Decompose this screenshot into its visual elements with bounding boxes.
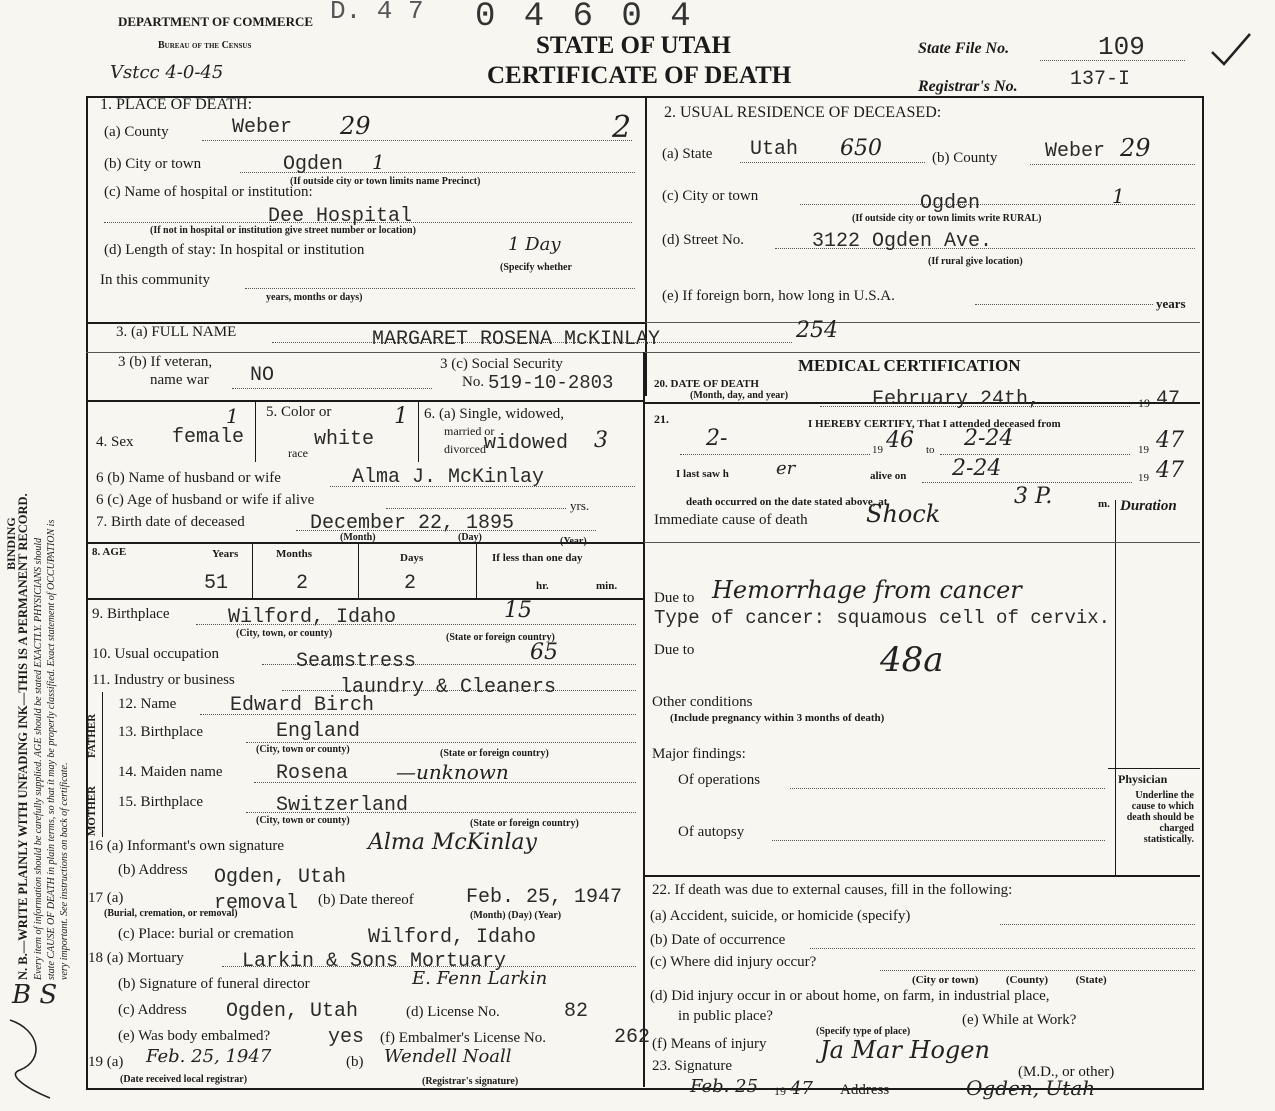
disposition-date-note: (Month) (Day) (Year): [470, 910, 562, 921]
birthplace-label: 9. Birthplace: [92, 606, 170, 622]
funeral-director-label: (b) Signature of funeral director: [118, 976, 310, 992]
certifier-address-value: Ogden, Utah: [966, 1076, 1096, 1100]
stamp-number: 0 4 6 0 4: [475, 0, 695, 36]
external-causes-heading: 22. If death was due to external causes, fill in the following:: [652, 882, 1013, 898]
due-to-2-label: Due to: [654, 642, 695, 658]
other-conditions-label: Other conditions: [652, 694, 753, 710]
registrar-signature-note: (Registrar's signature): [422, 1076, 519, 1087]
certifier-year: 47: [790, 1078, 813, 1099]
color-code: 1: [394, 404, 408, 429]
registrar-date-value: Feb. 25, 1947: [146, 1046, 272, 1067]
certify-text: I HEREBY CERTIFY, That I attended deceased from: [808, 418, 1061, 430]
informant-address-label: (b) Address: [118, 862, 188, 878]
other-conditions-note: (Include pregnancy within 3 months of death): [670, 712, 885, 724]
mother-birthplace-label: 15. Birthplace: [118, 794, 203, 810]
informant-signature: Alma McKinlay: [368, 830, 537, 855]
certifier-year-prefix: 19: [774, 1084, 786, 1098]
dod-year-prefix: 19: [1138, 396, 1150, 410]
last-saw-value: er: [776, 458, 796, 479]
burial-place-value: Wilford, Idaho: [368, 926, 537, 949]
birth-month-note: (Month): [340, 532, 376, 543]
due-to-1-value: Hemorrhage from cancer: [712, 576, 1022, 604]
external-e-label: (e) While at Work?: [962, 1012, 1077, 1028]
color-value: white: [314, 428, 375, 451]
father-birthplace-label: 13. Birthplace: [118, 724, 203, 740]
certifier-signature: Ja Mar Hogen: [820, 1036, 990, 1064]
funeral-director-signature: E. Fenn Larkin: [412, 968, 548, 989]
veteran-label-2: name war: [150, 372, 209, 388]
certify-number: 21.: [654, 412, 669, 426]
father-birthplace-note-1: (City, town or county): [256, 744, 350, 755]
residence-county-value: Weber: [1045, 140, 1106, 163]
father-birthplace-note-2: (State or foreign country): [440, 748, 549, 759]
veteran-label: 3 (b) If veteran,: [118, 354, 213, 370]
sex-value: female: [172, 426, 245, 449]
ssn-value: 519-10-2803: [488, 372, 614, 394]
to-year-prefix: 19: [1138, 444, 1149, 456]
foreign-born-label: (e) If foreign born, how long in U.S.A.: [662, 288, 895, 304]
handwritten-code: Vstcc 4-0-45: [110, 62, 224, 83]
mortuary-address-value: Ogden, Utah: [226, 1000, 359, 1023]
embalmed-value: yes: [328, 1026, 365, 1049]
external-c-label: (c) Where did injury occur?: [650, 954, 817, 970]
ssn-label: 3 (c) Social Security: [440, 356, 563, 372]
color-label-2: race: [288, 446, 308, 460]
sidebar-line-1: N. B.—WRITE PLAINLY WITH UNFADING INK—THIS IS A PERMANENT RECORD.: [16, 493, 30, 980]
duration-label: Duration: [1120, 498, 1177, 514]
occurred-label: death occurred on the date stated above, at: [686, 496, 888, 508]
death-county-mark: 2: [612, 110, 632, 145]
certifier-md-label: (M.D., or other): [1018, 1064, 1115, 1080]
occupation-label: 10. Usual occupation: [92, 646, 220, 662]
industry-value: laundry & Cleaners: [340, 676, 557, 699]
burial-label: 17 (a): [88, 890, 124, 906]
hospital-note: (If not in hospital or institution give street number or location): [150, 225, 416, 236]
residence-heading: 2. USUAL RESIDENCE OF DECEASED:: [664, 104, 942, 121]
father-name-value: Edward Birch: [230, 694, 375, 717]
full-name-value: MARGARET ROSENA McKINLAY: [372, 328, 661, 351]
father-birthplace-value: England: [276, 720, 361, 743]
document-title: CERTIFICATE OF DEATH: [487, 62, 792, 89]
external-b-label: (b) Date of occurrence: [650, 932, 786, 948]
community-label: In this community: [100, 272, 210, 288]
place-of-death-heading: 1. PLACE OF DEATH:: [100, 96, 253, 113]
disposition-date-label: (b) Date thereof: [318, 892, 414, 908]
external-d-note: (Specify type of place): [816, 1026, 911, 1037]
burial-note: (Burial, cremation, or removal): [104, 908, 238, 919]
physician-note: Underline the cause to which death should be charged statistically.: [1126, 790, 1194, 845]
sidebar-binding: BINDING: [4, 517, 18, 570]
full-name-code: 254: [796, 318, 838, 343]
sidebar-instructions: [0, 100, 70, 980]
sex-label: 4. Sex: [96, 434, 134, 450]
alive-value: 2-24: [952, 456, 1002, 481]
dod-value: February 24th,: [872, 388, 1041, 411]
occurred-value: 3 P.: [1014, 484, 1053, 509]
embalmer-license-label: (f) Embalmer's License No.: [380, 1030, 546, 1046]
hospital-label: (c) Name of hospital or institution:: [104, 184, 313, 200]
state-file-label: State File No.: [918, 40, 1010, 57]
registrar-number-label: Registrar's No.: [918, 78, 1018, 95]
age-heading: 8. AGE: [92, 546, 127, 558]
birthplace-code: 15: [504, 598, 532, 623]
veteran-value: NO: [250, 364, 275, 387]
sidebar-line-2: Every item of information should be carefully supplied. AGE should be stated EXACTLY. PHYSICIANS should: [33, 537, 44, 980]
burial-place-label: (c) Place: burial or cremation: [118, 926, 294, 942]
birth-date-label: 7. Birth date of deceased: [96, 514, 245, 530]
to-label: to: [926, 444, 935, 456]
birthplace-note-2: (State or foreign country): [446, 632, 555, 643]
occupation-value: Seamstress: [296, 650, 417, 673]
stay-value: 1 Day: [508, 234, 561, 255]
embalmed-label: (e) Was body embalmed?: [118, 1028, 271, 1044]
street-label: (d) Street No.: [662, 232, 745, 248]
age-days-value: 2: [404, 572, 417, 595]
registrar-b-label: (b): [346, 1054, 364, 1070]
age-less-label: If less than one day: [492, 552, 583, 564]
registrar-date-note: (Date received local registrar): [120, 1074, 248, 1085]
residence-state-value: Utah: [750, 138, 799, 161]
document-state-title: STATE OF UTAH: [536, 32, 731, 59]
autopsy-label: Of autopsy: [678, 824, 745, 840]
mortuary-value: Larkin & Sons Mortuary: [242, 950, 507, 973]
age-years-label: Years: [212, 548, 239, 560]
marital-label-3: divorced: [444, 442, 486, 456]
marital-label: 6. (a) Single, widowed,: [424, 406, 564, 422]
burial-value: removal: [214, 892, 299, 915]
mother-tag: MOTHER: [86, 785, 98, 836]
alive-year-prefix: 19: [1138, 472, 1149, 484]
street-note: (If rural give location): [928, 256, 1023, 267]
sex-code: 1: [226, 404, 239, 428]
check-mark-icon: [1208, 30, 1254, 70]
industry-label: 11. Industry or business: [92, 672, 235, 688]
dod-label: 20. DATE OF DEATH: [654, 378, 759, 390]
license-value: 82: [564, 1000, 589, 1023]
residence-state-label: (a) State: [662, 146, 713, 162]
spouse-value: Alma J. McKinlay: [352, 466, 545, 489]
age-days-label: Days: [400, 552, 424, 564]
margin-note: B S: [12, 980, 58, 1010]
death-county-label: (a) County: [104, 124, 169, 140]
stay-label: (d) Length of stay: In hospital or institution: [104, 242, 365, 258]
cancer-type: Type of cancer: squamous cell of cervix.: [654, 607, 1111, 629]
mortuary-address-label: (c) Address: [118, 1002, 187, 1018]
mother-name-label: 14. Maiden name: [118, 764, 223, 780]
birthplace-note-1: (City, town, or county): [236, 628, 333, 639]
residence-county-label: (b) County: [932, 150, 998, 166]
due-to-2-value: 48a: [880, 640, 944, 680]
certifier-address-label: Address: [840, 1082, 890, 1098]
birth-year-note: (Year): [560, 536, 587, 547]
mortuary-label: 18 (a) Mortuary: [88, 950, 184, 966]
sidebar-line-3: state CAUSE OF DEATH in plain terms, so that it may be properly classified. Exact statement of OCCUPATION is: [46, 519, 57, 980]
age-min-label: min.: [596, 580, 618, 592]
informant-label: 16 (a) Informant's own signature: [88, 838, 284, 854]
full-name-label: 3. (a) FULL NAME: [116, 324, 237, 340]
mother-birthplace-note-2: (State or foreign country): [470, 818, 579, 829]
street-value: 3122 Ogden Ave.: [812, 230, 993, 253]
spouse-label: 6 (b) Name of husband or wife: [96, 470, 281, 486]
community-note: years, months or days): [266, 292, 363, 303]
immediate-cause-label: Immediate cause of death: [654, 512, 808, 528]
from-year-prefix: 19: [872, 444, 883, 456]
attended-from: 2-: [706, 426, 728, 451]
color-label: 5. Color or: [266, 404, 332, 420]
mother-birthplace-note-1: (City, town or county): [256, 815, 350, 826]
foreign-born-unit: years: [1156, 296, 1186, 311]
license-label: (d) License No.: [406, 1004, 500, 1020]
residence-state-code: 650: [840, 136, 882, 161]
age-months-label: Months: [276, 548, 313, 560]
to-year: 47: [1156, 428, 1184, 453]
dod-year: 47: [1156, 388, 1181, 411]
residence-city-label: (c) City or town: [662, 188, 759, 204]
registrar-row-label: 19 (a): [88, 1054, 124, 1070]
father-tag: FATHER: [86, 713, 98, 758]
certifier-date: Feb. 25: [690, 1076, 759, 1097]
stamp-prefix: D. 4 7: [330, 0, 424, 26]
department-label: DEPARTMENT OF COMMERCE: [118, 14, 314, 29]
m-label: m.: [1098, 498, 1110, 510]
immediate-cause-value: Shock: [866, 500, 941, 528]
dod-note: (Month, day, and year): [690, 390, 789, 401]
mother-birthplace-value: Switzerland: [276, 794, 409, 817]
external-d-label: (d) Did injury occur in or about home, on farm, in industrial place,: [650, 988, 1050, 1004]
age-years-value: 51: [204, 572, 229, 595]
embalmer-license-value: 262: [614, 1026, 651, 1049]
state-file-value: 109: [1098, 32, 1145, 62]
birthplace-value: Wilford, Idaho: [228, 606, 397, 629]
registrar-signature: Wendell Noall: [384, 1046, 512, 1067]
ssn-label-2: No.: [462, 374, 485, 390]
death-city-note: (If outside city or town limits name Precinct): [290, 176, 481, 187]
external-f-label: (f) Means of injury: [652, 1036, 767, 1052]
medical-heading: MEDICAL CERTIFICATION: [798, 356, 1021, 375]
certifier-signature-label: 23. Signature: [652, 1058, 732, 1074]
mother-name-value: Rosena: [276, 762, 349, 785]
marital-label-2: married or: [444, 424, 495, 438]
birth-date-value: December 22, 1895: [310, 512, 515, 535]
from-year: 46: [886, 428, 914, 453]
spouse-age-label: 6 (c) Age of husband or wife if alive: [96, 492, 315, 508]
age-months-value: 2: [296, 572, 309, 595]
death-city-value: Ogden: [283, 153, 344, 176]
alive-label: alive on: [870, 470, 907, 482]
residence-city-value: Ogden: [920, 192, 981, 215]
sidebar-line-4: very important. See instructions on back of certificate.: [59, 762, 70, 980]
father-name-label: 12. Name: [118, 696, 177, 712]
attended-to: 2-24: [964, 426, 1014, 451]
age-hr-label: hr.: [536, 580, 549, 592]
occupation-code: 65: [530, 640, 558, 665]
bureau-label: Bureau of the Census: [158, 40, 252, 51]
external-c-note: (City or town) (County) (State): [912, 974, 1107, 986]
death-city-code: 1: [372, 150, 385, 174]
external-a-label: (a) Accident, suicide, or homicide (specify): [650, 908, 911, 924]
marital-code: 3: [594, 428, 608, 453]
physician-heading: Physician: [1118, 772, 1168, 786]
birth-day-note: (Day): [458, 532, 482, 543]
registrar-number-value: 137-I: [1070, 68, 1131, 91]
residence-city-note: (If outside city or town limits write RURAL): [852, 213, 1042, 224]
disposition-date-value: Feb. 25, 1947: [466, 886, 623, 909]
alive-year: 47: [1156, 458, 1184, 483]
mother-name-hand: —unknown: [396, 760, 509, 784]
due-to-1-label: Due to: [654, 590, 695, 606]
death-county-value: Weber: [232, 116, 293, 139]
major-findings-label: Major findings:: [652, 746, 746, 762]
hospital-value: Dee Hospital: [268, 205, 413, 228]
spouse-age-unit: yrs.: [570, 498, 590, 513]
margin-scribble-icon: [0, 1010, 60, 1100]
residence-city-code: 1: [1112, 184, 1125, 208]
marital-value: widowed: [484, 432, 569, 455]
operations-label: Of operations: [678, 772, 761, 788]
stay-note: (Specify whether: [500, 262, 572, 273]
death-county-code: 29: [340, 112, 371, 140]
last-saw-label: I last saw h: [676, 468, 729, 480]
residence-county-code: 29: [1120, 134, 1151, 162]
informant-address-value: Ogden, Utah: [214, 866, 347, 889]
external-d-label-2: in public place?: [678, 1008, 773, 1024]
death-city-label: (b) City or town: [104, 156, 202, 172]
